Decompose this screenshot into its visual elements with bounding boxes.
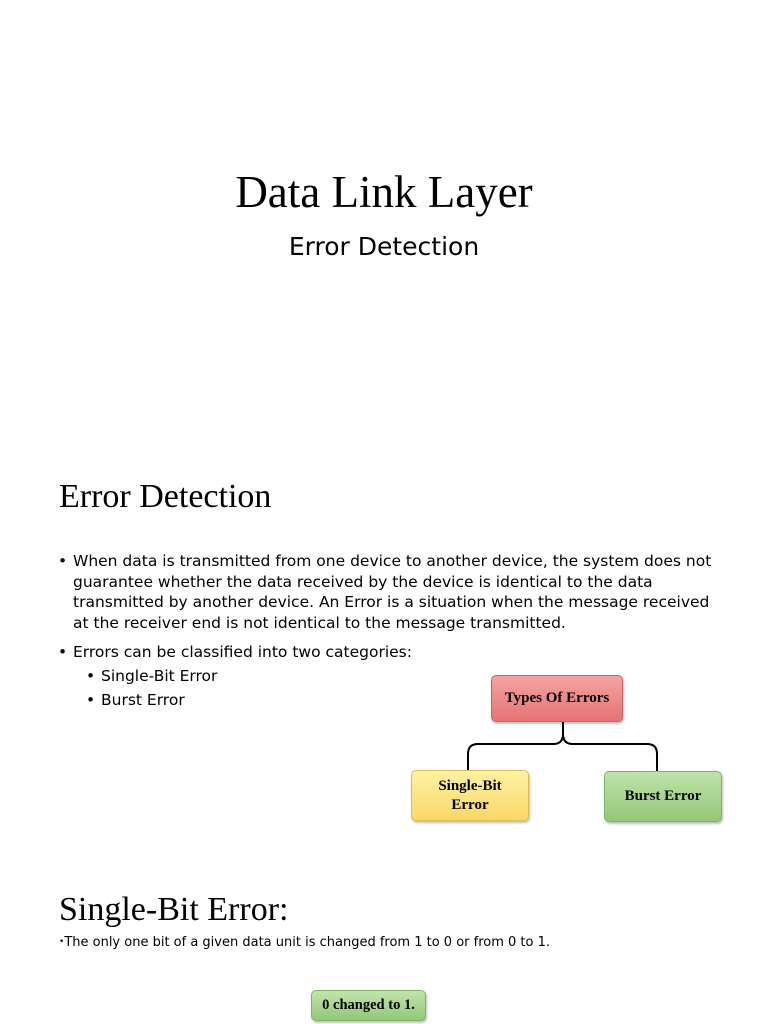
bullet-glyph: • (59, 937, 65, 947)
bullet-glyph: • (58, 552, 68, 570)
example-box-label: 0 changed to 1. (322, 997, 415, 1013)
sub-bullet-text: Burst Error (101, 691, 185, 709)
bullet-text: When data is transmitted from one device to another device, the system does not guarantee whether the data received by the device is identical to the data transmitted by another device. An Error is a situation when the message received at the receiver end is not identical to the message transmitted. (73, 552, 712, 632)
section-heading-error-detection: Error Detection (59, 478, 272, 515)
bullet-item (58, 551, 723, 633)
diagram-node-label: Types Of Errors (504, 690, 610, 706)
diagram-node-label: Single-Bit Error (438, 777, 502, 813)
definition-text-body: The only one bit of a given data unit is changed from 1 to 0 or from 0 to 1. (64, 935, 551, 950)
connector-line (468, 722, 563, 774)
example-box-changed (311, 990, 426, 1021)
connector-line (563, 734, 657, 774)
bullet-glyph: • (58, 643, 68, 661)
diagram-connector (460, 720, 670, 776)
diagram-node-burst-error (604, 771, 722, 822)
bullet-glyph: • (86, 691, 96, 709)
slide-title: Data Link Layer (235, 167, 533, 217)
sub-bullet-item (86, 690, 185, 711)
diagram-node-label: Burst Error (624, 788, 702, 804)
bullet-text: Errors can be classified into two categories: (73, 643, 412, 661)
bullet-item (58, 642, 493, 663)
sub-bullet-item (86, 666, 218, 687)
definition-text (59, 933, 550, 952)
diagram-node-single-bit-error (411, 770, 529, 821)
bullet-glyph: • (86, 667, 96, 685)
sub-bullet-text: Single-Bit Error (101, 667, 218, 685)
section-heading-single-bit-error: Single-Bit Error: (59, 891, 289, 928)
slide-subtitle: Error Detection (288, 232, 480, 261)
diagram-node-types-of-errors (491, 675, 623, 722)
